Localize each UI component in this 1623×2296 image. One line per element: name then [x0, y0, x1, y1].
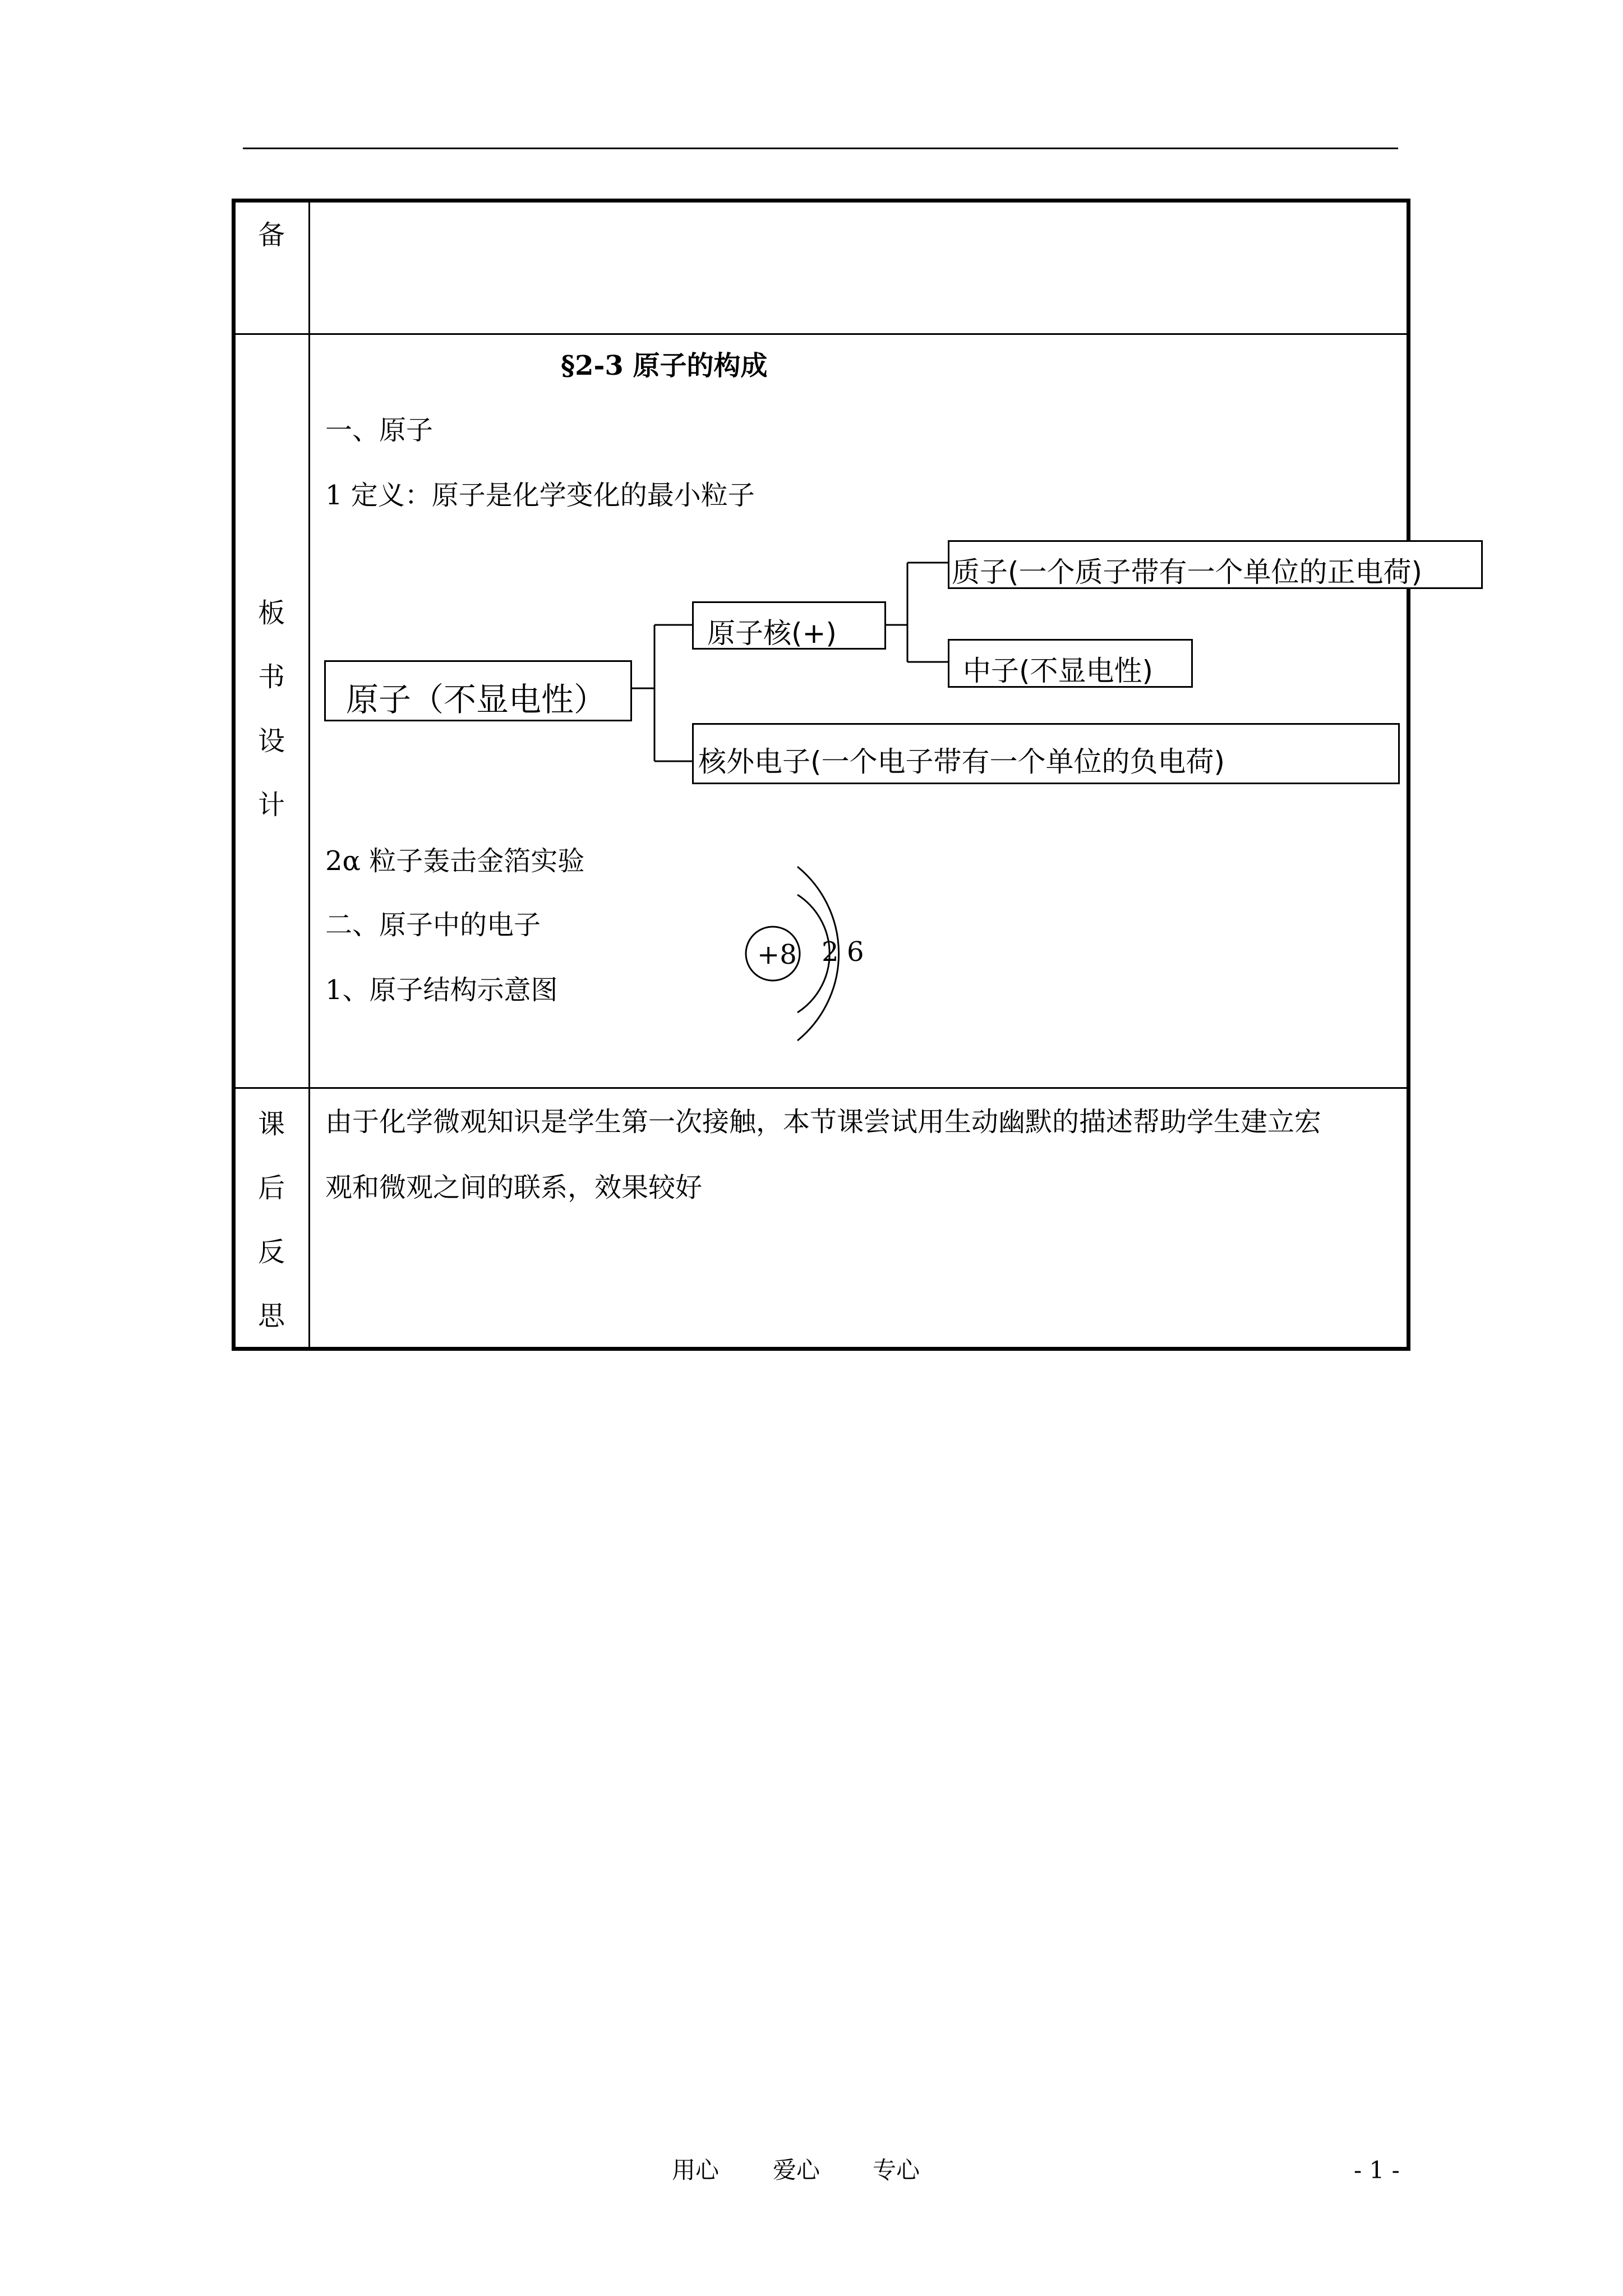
row-label-reflection-4: 思 — [258, 1300, 285, 1332]
footer-motto-3: 专心 — [873, 2156, 920, 2184]
board-title: §2-3 原子的构成 — [561, 350, 768, 381]
atom-nucleus-charge: +8 — [757, 939, 797, 970]
structure-diagram-label: 1、原子结构示意图 — [325, 974, 558, 1006]
tree-root-atom: 原子（不显电性） — [324, 660, 632, 721]
row-label-board-1: 板 — [258, 597, 285, 629]
section-electrons: 二、原子中的电子 — [325, 909, 541, 941]
tree-node-nucleus: 原子核(+) — [692, 601, 886, 650]
row-label-reflection-3: 反 — [258, 1236, 285, 1268]
section-atom: 一、原子 — [325, 415, 434, 446]
row-label-board-2: 书 — [258, 661, 285, 693]
shell-2-electrons: 6 — [847, 936, 864, 968]
tree-node-neutron: 中子(不显电性) — [948, 639, 1193, 688]
footer-motto-1: 用心 — [672, 2156, 720, 2184]
row-label-board-3: 设 — [258, 725, 285, 757]
page-number: - 1 - — [1354, 2156, 1400, 2184]
row-label-board-4: 计 — [258, 789, 285, 821]
reflection-line-2: 观和微观之间的联系，效果较好 — [325, 1172, 703, 1203]
tree-node-electron: 核外电子(一个电子带有一个单位的负电荷) — [692, 723, 1400, 784]
row-label-reflection-1: 课 — [258, 1108, 285, 1140]
row-label-notes: 备 — [258, 219, 285, 251]
alpha-experiment: 2α 粒子轰击金箔实验 — [325, 845, 585, 877]
footer-motto-2: 爱心 — [773, 2156, 820, 2184]
tree-node-proton: 质子(一个质子带有一个单位的正电荷) — [948, 540, 1483, 589]
shell-1-electrons: 2 — [822, 936, 839, 968]
row-label-reflection-2: 后 — [258, 1172, 285, 1204]
reflection-line-1: 由于化学微观知识是学生第一次接触，本节课尝试用生动幽默的描述帮助学生建立宏 — [325, 1106, 1322, 1138]
atom-definition: 1 定义：原子是化学变化的最小粒子 — [325, 480, 755, 511]
